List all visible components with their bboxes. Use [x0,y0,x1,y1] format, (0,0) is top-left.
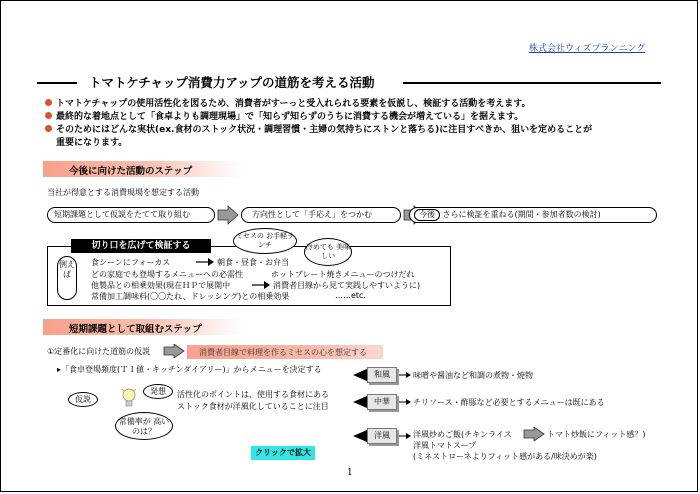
sub-step: ▸「食卓登場頻度(Ｔ１値・キッチンダイアリー)」からメニューを決定する [57,365,322,374]
step-bar: 消費者目線で料理を作るミセスの心を想定する [187,345,383,359]
western-line-3: (ミネストローネよりフィット感がある/味決めが楽) [413,452,597,461]
western-fit: トマト炒飯にフィット感？) [547,430,646,439]
arrow-icon [353,396,367,408]
row2-text: どの家庭でも登場するメニューへの必需性 [91,270,243,279]
bullet-3-cont: 重要になります。 [56,138,128,148]
hypothesis-oval: 仮説 [68,392,98,407]
title-rule-right [403,82,661,84]
section1-banner: 今後に向けた活動のステップ [43,161,243,177]
company-link[interactable]: 株式会社ウィズプランニング [529,44,646,54]
idea-line-1: 活性化のポイントは、使用する食材にある [177,390,329,399]
step-box-1: 短期課題として仮説をたてて取り組む [47,207,215,223]
bullet-dot-icon [45,99,52,106]
focus-text: 食シーンにフォーカス [91,258,171,267]
arrow-icon [399,432,411,440]
category-text-japanese: 味噌や醤油など和調の煮物・焼物 [413,371,533,380]
page-number: 1 [347,468,353,478]
bubble-lunch: ミセスの お手軽ランチ [233,228,297,254]
lightbulb-icon [121,387,137,411]
category-tag-western: 洋風 [367,428,397,444]
section2-banner: 短期課題として取組むステップ [43,319,243,335]
bullet-dot-icon [45,125,52,132]
row3-detail: 消費者目線から見て実践しやすいように) [273,281,421,290]
category-text-chinese: チリソース・酢豚など必要とするメニューは既にある [413,398,605,407]
row4-detail: ……etc. [335,291,366,300]
title-rule-left [37,82,77,84]
step-arrow-icon [163,344,185,358]
example-label: 例えば [57,256,77,300]
future-tag: 今後 [414,209,440,221]
arrow-icon [353,369,367,381]
idea-line-2: ストック食材が洋風化していることに注目 [177,402,329,411]
bullet-dot-icon [45,112,52,119]
idea-oval: 発想 [143,384,173,399]
row2-detail: ホットプレート焼きメニューのつけだれ [271,270,415,279]
bubble-cold: 冷めても 美味しい [304,238,352,266]
step-box-3: 今後 さらに検証を重ねる(期間・参加者数の検討) [409,207,657,223]
bullet-3: そのためにはどんな実状(ex.食材のストック状況・調理習慣・主婦の気持ちにストンと落ちる)に注目すべきか、狙いを定めることが [45,124,592,136]
expansion-label: 切り口を広げて検証する [71,239,211,253]
step-arrow-icon [523,427,545,441]
western-line-2: 洋風トマトスープ [413,441,477,450]
arrow-icon [353,430,367,442]
page-title: トマトケチャップ消費力アップの道筋を考える活動 [89,75,375,90]
category-tag-chinese: 中華 [367,394,397,410]
step-box-2: 方向性として「手応え」をつかむ [241,207,401,223]
row3-text: 他製品との相乗効果(現在ＨＰで展開中 [91,281,231,290]
section1-intro: 当社が得意とする消費現場を想定する活動 [47,188,199,197]
category-tag-japanese: 和風 [367,367,397,383]
arrow-icon [251,280,271,290]
arrow-icon [195,257,215,267]
focus-result: 朝食・昼食・お弁当 [217,258,289,267]
arrow-icon [399,398,411,406]
arrow-icon [399,371,411,379]
step-label: ①定番化に向けた道筋の仮説 [47,347,151,356]
step-arrow-icon [217,205,239,225]
zoom-button[interactable]: クリックで拡大 [251,446,315,460]
bullet-1: トマトケチャップの使用活性化を図るため、消費者がすーっと受入れられる要素を仮説し、検証する活動を考えます。 [45,98,530,110]
question-bubble: 常備率が 高いのは？ [115,412,173,440]
category-text-western: 洋風炒めご飯(チキンライス [413,430,512,439]
row4-text: 常備加工調味料(〇〇たれ、ドレッシング)との相乗効果 [91,292,290,301]
bullet-2: 最終的な着地点として「食卓よりも調理現場」で「知らず知らずのうちに消費する機会が増えている」を据えます。 [45,111,523,123]
